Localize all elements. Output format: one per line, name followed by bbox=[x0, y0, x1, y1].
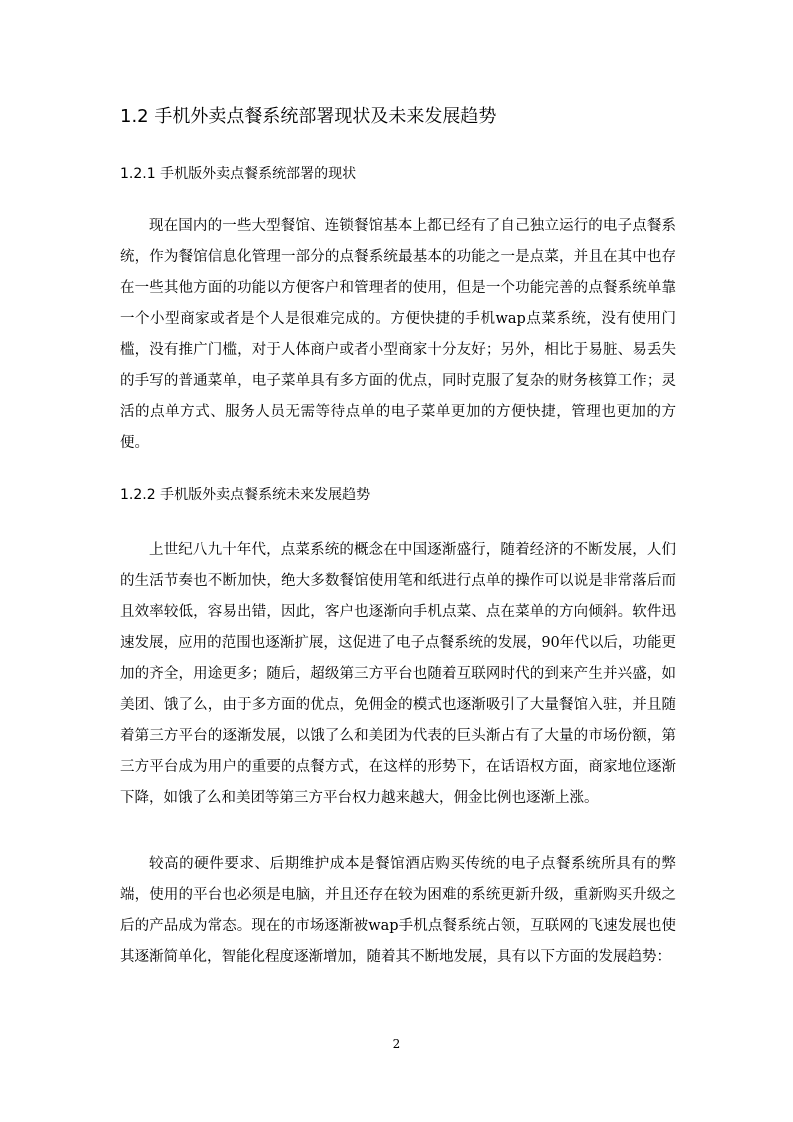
page-number: 2 bbox=[392, 1037, 401, 1051]
subsection-title-1-2-1: 1.2.1 手机版外卖点餐系统部署的现状 bbox=[120, 166, 357, 182]
paragraph-history: 上世纪八九十年代，点菜系统的概念在中国逐渐盛行，随着经济的不断发展，人们的生活节奏也不断加快，绝大多数餐馆使用笔和纸进行点单的操作可以说是非常落后而且效率较低，容易出错，因此，客户也逐渐向手机点菜、点在菜单的方向倾斜。软件迅速发展，应用的范围也逐渐扩展，这促进了电子点餐系统的发展，90年代以后，功能更加的齐全，用途更多；随后，超级第三方平台也随着互联网时代的到来产生并兴盛，如美团、饿了么，由于多方面的优点，免佣金的模式也逐渐吸引了大量餐馆入驻，并且随着第三方平台的逐渐发展，以饿了么和美团为代表的巨头渐占有了大量的市场份额，第三方平台成为用户的重要的点餐方式，在这样的形势下，在话语权方面，商家地位逐渐下降，如饿了么和美团等第三方平台权力越来越大，佣金比例也逐渐上涨。 bbox=[120, 542, 676, 806]
paragraph-trends: 较高的硬件要求、后期维护成本是餐馆酒店购买传统的电子点餐系统所具有的弊端，使用的平台也必须是电脑，并且还存在较为困难的系统更新升级，重新购买升级之后的产品成为常态。现在的市场逐渐被wap手机点餐系统占领，互联网的飞速发展也使其逐渐简单化，智能化程度逐渐增加，随着其不断地发展，具有以下方面的发展趋势： bbox=[120, 856, 676, 965]
subsection-title-1-2-2: 1.2.2 手机版外卖点餐系统未来发展趋势 bbox=[120, 487, 371, 503]
section-title: 1.2 手机外卖点餐系统部署现状及未来发展趋势 bbox=[120, 106, 497, 127]
paragraph-status: 现在国内的一些大型餐馆、连锁餐馆基本上都已经有了自己独立运行的电子点餐系统，作为餐馆信息化管理一部分的点餐系统最基本的功能之一是点菜，并且在其中也存在一些其他方面的功能以方便客户和管理者的使用，但是一个功能完善的点餐系统单靠一个小型商家或者是个人是很难完成的。方便快捷的手机wap点菜系统，没有使用门槛，没有推广门槛，对于人体商户或者小型商家十分友好；另外，相比于易脏、易丢失的手写的普通菜单，电子菜单具有多方面的优点，同时克服了复杂的财务核算工作；灵活的点单方式、服务人员无需等待点单的电子菜单更加的方便快捷，管理也更加的方便。 bbox=[120, 218, 676, 451]
